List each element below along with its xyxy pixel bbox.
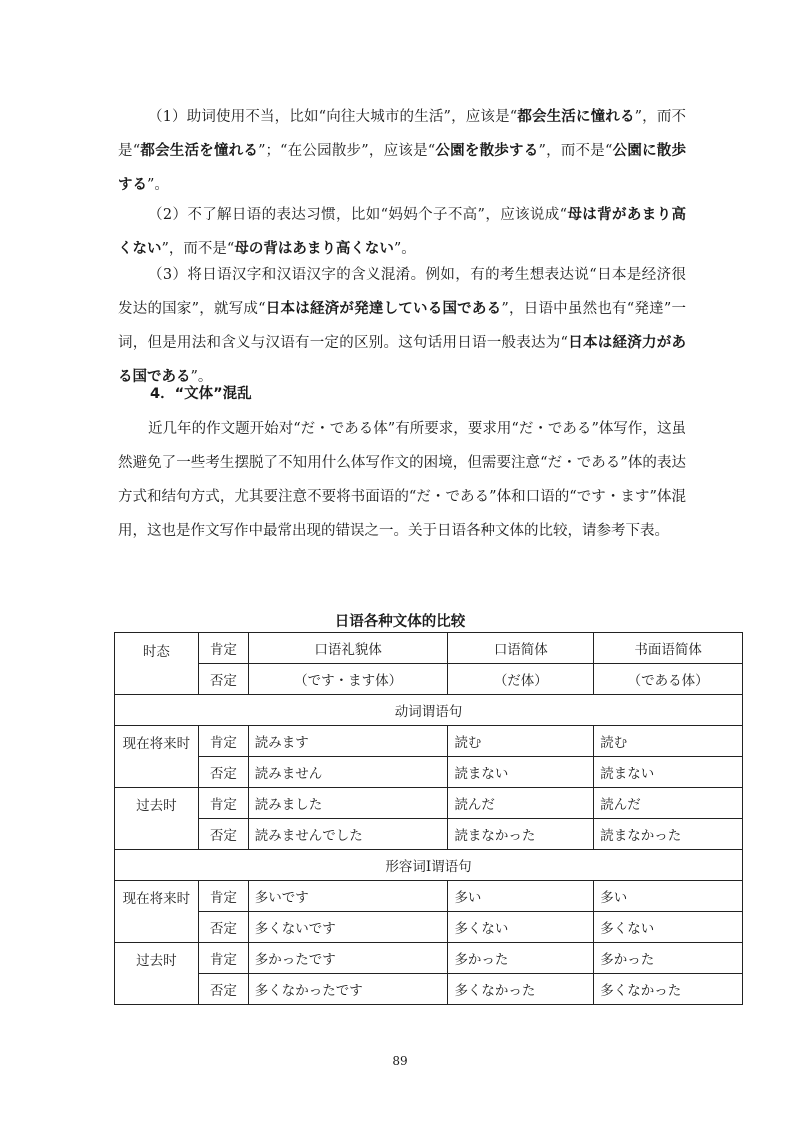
p3-japanese-1: 日本は経済が発達している国である [265, 301, 502, 317]
table-cell: 読みました [248, 788, 448, 819]
table-cell: 多くなかった [594, 974, 743, 1005]
p1-text-3: ”；“在公园散步”，应该是“ [258, 143, 436, 159]
p2-japanese-2: 母の背はあまり高くない [234, 241, 394, 257]
header-tense: 时态 [115, 633, 199, 695]
header-col-written-sub: （である体） [594, 664, 743, 695]
paragraph-2 [118, 198, 686, 266]
tense-label: 过去时 [115, 788, 199, 850]
header-col-polite: 口语礼貌体 [248, 633, 448, 664]
p3-text-2: ”，日语中虽然也有“発達”一词，但是用法和含义与汉语有一定的区别。这句话用日语一般表达为“ [118, 301, 686, 351]
table-row [115, 943, 743, 974]
p2-text-1: （2）不了解日语的表达习惯，比如“妈妈个子不高”，应该说成“ [148, 207, 568, 223]
table-cell: 多くなかった [448, 974, 594, 1005]
paragraph-3 [118, 258, 686, 394]
section-row-adjective [115, 850, 743, 881]
tense-label: 现在将来时 [115, 881, 199, 943]
table-row [115, 974, 743, 1005]
style-comparison-table [114, 632, 743, 1005]
header-col-written: 书面语简体 [594, 633, 743, 664]
polarity-label: 肯定 [198, 788, 248, 819]
header-negate: 否定 [198, 664, 248, 695]
table-cell: 読まなかった [594, 819, 743, 850]
table-cell: 読まない [594, 757, 743, 788]
polarity-label: 否定 [198, 974, 248, 1005]
table-row [115, 912, 743, 943]
p3-text-3: ”。 [190, 369, 213, 385]
polarity-label: 肯定 [198, 943, 248, 974]
table-row [115, 757, 743, 788]
table-cell: 多かった [448, 943, 594, 974]
table-cell: 多い [594, 881, 743, 912]
paragraph-4: 近几年的作文题开始对“だ・である体”有所要求，要求用“だ・である”体写作，这虽然避免了一些考生摆脱了不知用什么体写作文的困境，但需要注意“だ・である”体的表达方式和结句方式，尤其要注意不要将书面语的“だ・である”体和口语的“です・ます”体混用，这也是作文写作中最常出现的错误之一。关于日语各种文体的比较，请参考下表。 [118, 421, 686, 539]
table-cell: 読まない [448, 757, 594, 788]
header-col-polite-sub: （です・ます体） [248, 664, 448, 695]
table-cell: 多くないです [248, 912, 448, 943]
p1-text-1: （1）助词使用不当，比如“向往大城市的生活”，应该是“ [148, 109, 518, 125]
polarity-label: 否定 [198, 912, 248, 943]
p1-japanese-1: 都会生活に憧れる [517, 109, 635, 125]
header-row-1 [115, 633, 743, 664]
p2-japanese-1: 母は背があまり高くない [118, 207, 687, 257]
header-affirm: 肯定 [198, 633, 248, 664]
table-cell: 多い [448, 881, 594, 912]
table-cell: 読む [594, 726, 743, 757]
polarity-label: 肯定 [198, 881, 248, 912]
p1-japanese-2: 都会生活を憧れる [140, 143, 259, 159]
section-adjective-label: 形容词Ⅰ谓语句 [115, 850, 743, 881]
p1-japanese-3: 公園を散歩する [435, 143, 539, 159]
polarity-label: 否定 [198, 819, 248, 850]
header-col-plain: 口语简体 [448, 633, 594, 664]
table-cell: 読んだ [594, 788, 743, 819]
table-cell: 多くない [448, 912, 594, 943]
tense-label: 现在将来时 [115, 726, 199, 788]
polarity-label: 肯定 [198, 726, 248, 757]
table-cell: 多くない [594, 912, 743, 943]
table-cell: 多いです [248, 881, 448, 912]
header-row-2 [115, 664, 743, 695]
section-row-verb [115, 695, 743, 726]
table-row [115, 788, 743, 819]
table-row [115, 726, 743, 757]
p2-text-2: ”，而不是“ [161, 241, 235, 257]
table-cell: 読みます [248, 726, 448, 757]
p1-text-2: ”，而不是“ [118, 109, 687, 159]
page-number: 89 [392, 1054, 408, 1068]
section-verb-label: 动词谓语句 [115, 695, 743, 726]
table-cell: 読む [448, 726, 594, 757]
table-cell: 読まなかった [448, 819, 594, 850]
table-cell: 多かったです [248, 943, 448, 974]
table-cell: 読みません [248, 757, 448, 788]
table-row [115, 881, 743, 912]
p3-japanese-2: 日本は経済力がある国である [118, 335, 687, 385]
p3-text-1: （3）将日语汉字和汉语汉字的含义混淆。例如，有的考生想表达说“日本是经济很发达的国家”，就写成“ [118, 267, 686, 317]
paragraph-1 [118, 100, 686, 202]
table-cell: 多くなかったです [248, 974, 448, 1005]
table-row [115, 819, 743, 850]
section-heading-4: 4．“文体”混乱 [150, 386, 252, 402]
p1-text-4: ”，而不是“ [538, 143, 613, 159]
table-cell: 読んだ [448, 788, 594, 819]
table-title: 日语各种文体的比较 [334, 614, 466, 630]
table-cell: 読みませんでした [248, 819, 448, 850]
p2-text-3: ”。 [393, 241, 416, 257]
p1-text-5: ”。 [147, 177, 169, 193]
tense-label: 过去时 [115, 943, 199, 1005]
polarity-label: 否定 [198, 757, 248, 788]
header-col-plain-sub: （だ体） [448, 664, 594, 695]
p1-japanese-4: 公園に散歩する [118, 143, 687, 193]
table-cell: 多かった [594, 943, 743, 974]
